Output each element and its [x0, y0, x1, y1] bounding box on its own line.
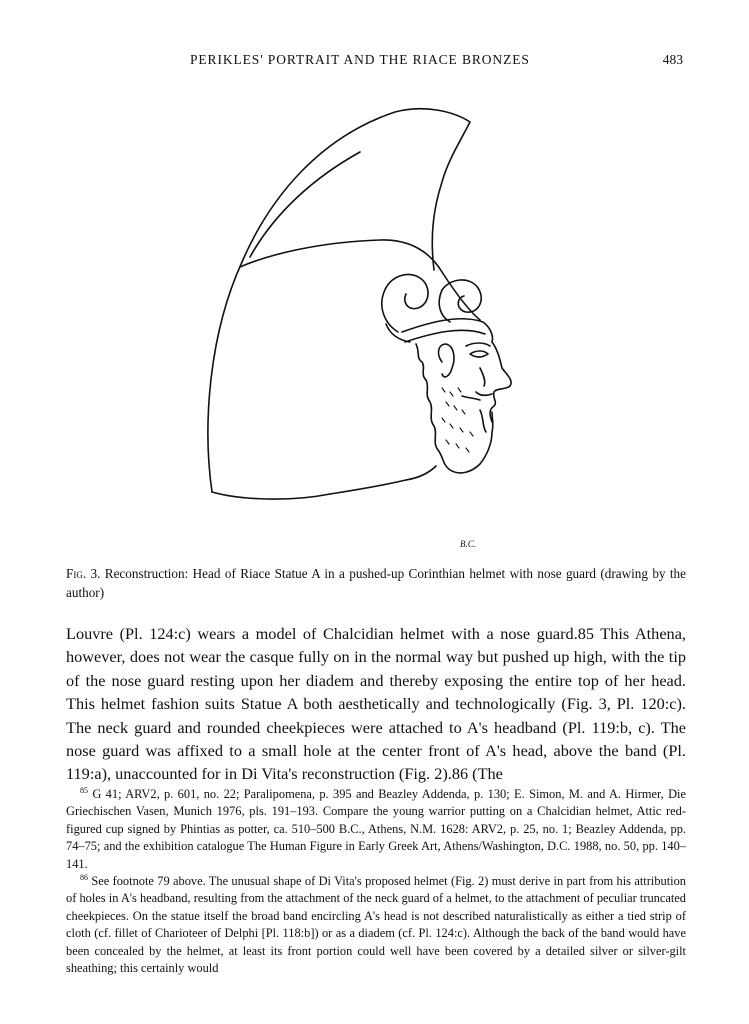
footnote-85	[66, 786, 686, 873]
footnote-number: 85	[80, 786, 88, 795]
caption-text: Reconstruction: Head of Riace Statue A in a pushed-up Corinthian helmet with nose guard (drawing by the author)	[66, 566, 686, 600]
eye	[470, 351, 488, 357]
figure-3-drawing	[180, 92, 580, 552]
artist-initials: B.C.	[460, 539, 477, 549]
beard	[416, 344, 493, 473]
helmet-head-line-drawing	[180, 92, 580, 552]
neck-guard	[212, 492, 330, 499]
body-paragraph: Louvre (Pl. 124:c) wears a model of Chalcidian helmet with a nose guard.85 This Athena, however, does not wear the casque fully on in the normal way but pushed up high, with the tip of the nose guard resting upon her diadem and thereby exposing the entire top of her head. This helmet fashion suits Statue A both aesthetically and technologically (Fig. 3, Pl. 120:c). The neck guard and rounded cheekpieces were attached to A's headband (Pl. 119:b, c). The nose guard was affixed to a small hole at the center front of A's head, above the band (Pl. 119:a), unaccounted for in Di Vita's reconstruction (Fig. 2).86 (The	[66, 624, 686, 784]
ear	[439, 344, 454, 377]
footnote-86	[66, 873, 686, 977]
cheekpiece-volute	[382, 274, 428, 332]
figure-caption	[66, 564, 686, 602]
face-profile	[490, 342, 511, 422]
figure-label: Fig. 3.	[66, 566, 101, 581]
helmet-bowl	[240, 240, 480, 320]
page-number: 483	[662, 52, 683, 67]
footnote-number: 86	[80, 873, 88, 883]
running-title: PERIKLES' PORTRAIT AND THE RIACE BRONZES	[190, 52, 530, 67]
footnotes	[66, 786, 686, 977]
running-head	[0, 52, 749, 72]
mustache	[476, 392, 492, 395]
footnote-text: See footnote 79 above. The unusual shape of Di Vita's proposed helmet (Fig. 2) must derive in part from his attribution of holes in A's headband, resulting from the attachment of the neck guard of a helmet, to the attachment of peculiar truncated cheekpieces. On the statue itself the broad band encircling A's head is not described naturalistically as either a tied strip of cloth (cf. fillet of Charioteer of Delphi [Pl. 118:b]) or as a diadem (cf. Pl. 124:c). Although the back of the band would have been concealed by the helmet, at least its front portion could well have been covered by a detailed silver or silver-gilt sheathing; this certainly would	[66, 874, 686, 976]
footnote-text: G 41; ARV2, p. 601, no. 22; Paralipomena, p. 395 and Beazley Addenda, p. 130; E. Simon, M. and A. Hirmer, Die Griechischen Vasen, Munich 1976, pls. 191–193. Compare the young warrior putting on a Chalcidian helmet, Attic red-figured cup signed by Phintias as potter, ca. 510–500 B.C., Athens, N.M. 1628: ARV2, p. 25, no. 1; Beazley Addenda, pp. 74–75; and the exhibition catalogue The Human Figure in Early Greek Art, Athens/Washington, D.C. 1988, no. 50, pp. 140–141.	[66, 787, 686, 871]
body-text	[66, 622, 686, 786]
neck	[330, 480, 406, 494]
crest-outline	[208, 109, 470, 492]
